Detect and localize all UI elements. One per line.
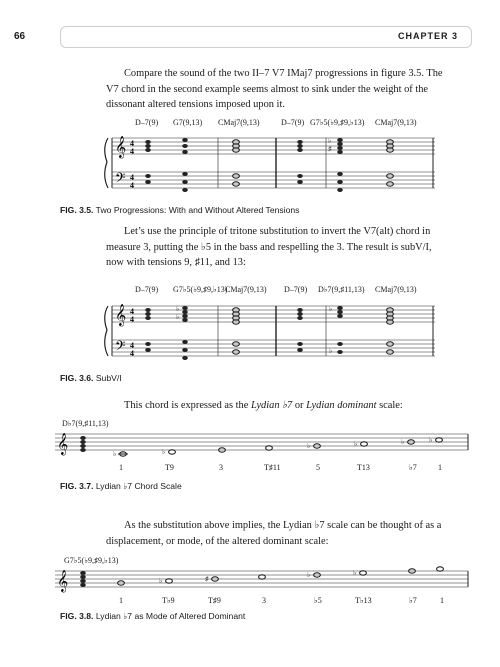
- scale-degree: T♯11: [264, 463, 281, 472]
- svg-text:♭: ♭: [176, 305, 180, 313]
- paragraph-4: As the substitution above implies, the Lydian ♭7 scale can be thought of as a displacement, or mode, of the altered dominant scale:: [106, 520, 442, 547]
- paragraph-3: [106, 398, 446, 414]
- bass-clef-icon: 𝄢: [115, 340, 126, 357]
- page-number: 66: [14, 31, 26, 42]
- scale-degree: ♭7: [409, 596, 417, 605]
- chord-symbol: D♭7(9,♯11,13): [62, 419, 109, 428]
- caption-label: FIG. 3.7.: [60, 481, 94, 491]
- chord-symbol: D–7(9): [281, 118, 305, 127]
- caption-text: Two Progressions: With and Without Altered Tensions: [95, 205, 300, 215]
- staff-3-7: [55, 428, 470, 462]
- svg-text:♭: ♭: [113, 450, 117, 458]
- whole-noteheads: [233, 140, 394, 186]
- paragraph-2: Let’s use the principle of tritone substitution to invert the V7(alt) chord in measure 3, putting the ♭5 in the bass and respelling the 3. The result is subV/I, now with tensions 9, ♯11, and 13:: [106, 226, 432, 268]
- svg-text:4: 4: [130, 181, 134, 190]
- scale-degree: 3: [219, 463, 223, 472]
- treble-clef-icon: 𝄞: [57, 571, 69, 592]
- chord-symbol: CMaj7(9,13): [375, 118, 417, 127]
- chord-symbol: CMaj7(9,13): [225, 285, 267, 294]
- treble-clef-icon: 𝄞: [115, 305, 127, 326]
- chord-symbol: D♭7(9,♯11,13): [318, 285, 365, 294]
- svg-text:4: 4: [130, 341, 134, 350]
- bass-clef-icon: 𝄢: [115, 172, 126, 189]
- chord-symbol: D–7(9): [284, 285, 308, 294]
- scale-degree: T♭9: [162, 596, 175, 605]
- svg-text:♭: ♭: [328, 137, 332, 145]
- svg-text:♭: ♭: [307, 571, 311, 579]
- paragraph-3-text: This chord is expressed as the: [124, 400, 251, 411]
- caption-label: FIG. 3.8.: [60, 611, 94, 621]
- chord-noteheads: [80, 436, 86, 452]
- paragraph-1: Compare the sound of the two II–7 V7 IMaj7 progressions in figure 3.5. The V7 chord in the second example seems almost to sink under the weight of the dissonant altered tensions imposed upon it.: [106, 68, 443, 110]
- svg-text:♭: ♭: [354, 440, 358, 448]
- scale-degree: 3: [262, 596, 266, 605]
- svg-text:4: 4: [130, 307, 134, 316]
- scale-degree: 1: [119, 463, 123, 472]
- chord-symbol: G7♭5(♭9,♯9,♭13): [64, 556, 119, 565]
- caption-label: FIG. 3.6.: [60, 373, 94, 383]
- whole-noteheads: [233, 308, 394, 354]
- chord-symbol: G7♭5(♭9,♯9,♭13): [310, 118, 365, 127]
- svg-text:4: 4: [130, 147, 134, 156]
- scale-degree: T♯9: [208, 596, 221, 605]
- svg-text:♭: ♭: [329, 347, 333, 355]
- svg-text:4: 4: [130, 139, 134, 148]
- scale-degree: 1: [438, 463, 442, 472]
- caption-text: Lydian ♭7 as Mode of Altered Dominant: [95, 611, 246, 621]
- scale-degree: 5: [316, 463, 320, 472]
- scale-degree: ♭7: [409, 463, 417, 472]
- svg-text:♯: ♯: [328, 145, 332, 153]
- scale-degree: T13: [357, 463, 370, 472]
- svg-text:♭: ♭: [429, 436, 433, 444]
- paragraph-3-text: or: [292, 400, 307, 411]
- svg-text:♭: ♭: [329, 305, 333, 313]
- grand-staff-3-5: [100, 128, 440, 198]
- scale-noteheads: [118, 567, 444, 585]
- svg-text:♭: ♭: [162, 448, 166, 456]
- treble-clef-icon: 𝄞: [115, 137, 127, 158]
- chord-symbol: D–7(9): [135, 285, 159, 294]
- svg-text:♯: ♯: [205, 575, 209, 583]
- paragraph-3-term: Lydian ♭7: [250, 400, 293, 411]
- svg-text:♭: ♭: [307, 442, 311, 450]
- scale-degree: ♭5: [314, 596, 322, 605]
- scale-degree: 1: [440, 596, 444, 605]
- svg-text:♭: ♭: [176, 313, 180, 321]
- svg-text:♭: ♭: [401, 438, 405, 446]
- chord-symbol: G7♭5(♭9,♯9,♭13): [173, 285, 228, 294]
- caption-text: SubV/I: [95, 373, 122, 383]
- svg-text:4: 4: [130, 315, 134, 324]
- scale-degree: 1: [119, 596, 123, 605]
- caption-label: FIG. 3.5.: [60, 205, 94, 215]
- scale-degree: T9: [165, 463, 174, 472]
- chord-symbol: CMaj7(9,13): [375, 285, 417, 294]
- chord-symbol: D–7(9): [135, 118, 159, 127]
- svg-text:♭: ♭: [353, 569, 357, 577]
- paragraph-3-term: Lydian dominant: [306, 400, 377, 411]
- figure-3-6-caption: [60, 373, 122, 383]
- paragraph-3-text: scale:: [376, 400, 403, 411]
- chord-symbol: CMaj7(9,13): [218, 118, 260, 127]
- svg-text:♭: ♭: [159, 577, 163, 585]
- chord-symbol: G7(9,13): [173, 118, 203, 127]
- figure-3-5-caption: [60, 205, 299, 215]
- scale-degree: T♭13: [355, 596, 372, 605]
- svg-text:4: 4: [130, 173, 134, 182]
- figure-3-7-caption: [60, 481, 182, 492]
- grand-staff-3-6: [100, 296, 440, 366]
- chapter-label: CHAPTER 3: [397, 31, 458, 41]
- svg-text:4: 4: [130, 349, 134, 358]
- caption-text: Lydian ♭7 Chord Scale: [95, 481, 182, 491]
- figure-3-8-caption: [60, 611, 245, 622]
- treble-clef-icon: 𝄞: [57, 434, 69, 455]
- scale-noteheads: [118, 438, 442, 456]
- brace-icon: [105, 306, 108, 356]
- staff-3-8: [55, 565, 470, 597]
- brace-icon: [105, 138, 108, 188]
